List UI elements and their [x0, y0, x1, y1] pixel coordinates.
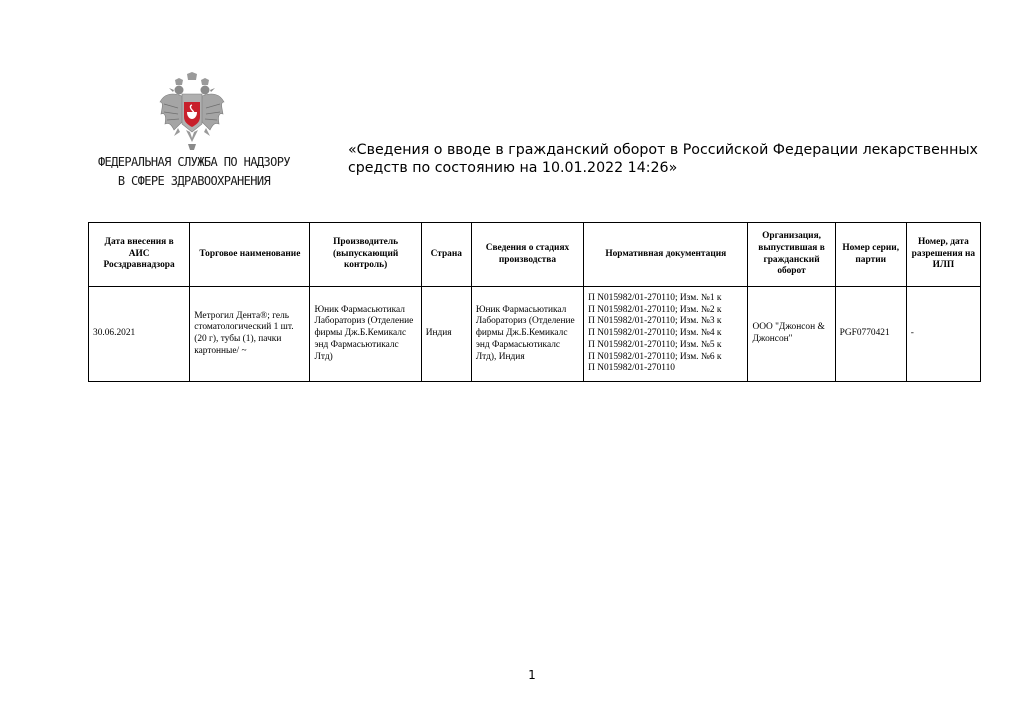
column-header-regulatory-docs: Нормативная документация: [584, 223, 748, 287]
doc-line: П N015982/01-270110; Изм. №3 к: [588, 316, 722, 327]
column-header-trade-name: Торговое наименование: [190, 223, 310, 287]
org-name-line-2: В СФЕРЕ ЗДРАВООХРАНЕНИЯ: [117, 174, 271, 188]
table-row: [89, 287, 981, 382]
table-header-row: [89, 223, 981, 287]
doc-line: П N015982/01-270110; Изм. №5 к: [588, 339, 722, 350]
cell-organization: ООО "Джонсон & Джонсон": [748, 287, 835, 382]
document-title: «Сведения о вводе в гражданский оборот в Российской Федерации лекарственных средств по состоянию на 10.01.2022 14:26»: [348, 142, 978, 176]
doc-line: П N015982/01-270110; Изм. №6 к: [588, 351, 722, 362]
org-name: [84, 153, 304, 191]
column-header-batch: Номер серии, партии: [835, 223, 906, 287]
registry-table: [88, 222, 981, 382]
cell-production-stages: Юник Фармасьютикал Лабораториз (Отделение фирмы Дж.Б.Кемикалс энд Фармасьютикалс Лтд), Индия: [471, 287, 583, 382]
column-header-manufacturer: Производитель (выпускающий контроль): [310, 223, 421, 287]
cell-trade-name: Метрогил Дента®; гель стоматологический 1 шт. (20 г), тубы (1), пачки картонные/ ~: [190, 287, 310, 382]
doc-line: П N015982/01-270110: [588, 363, 675, 374]
column-header-country: Страна: [421, 223, 471, 287]
cell-permit: -: [906, 287, 980, 382]
column-header-date: Дата внесения в АИС Росздравнадзора: [89, 223, 190, 287]
column-header-organization: Организация, выпустившая в гражданский оборот: [748, 223, 835, 287]
double-headed-eagle-emblem-icon: [158, 72, 226, 152]
cell-regulatory-docs: [584, 287, 748, 382]
cell-country: Индия: [421, 287, 471, 382]
column-header-permit: Номер, дата разрешения на ИЛП: [906, 223, 980, 287]
doc-line: П N015982/01-270110; Изм. №4 к: [588, 328, 722, 339]
doc-line: П N015982/01-270110; Изм. №1 к: [588, 293, 722, 304]
cell-date: 30.06.2021: [89, 287, 190, 382]
org-name-line-1: ФЕДЕРАЛЬНАЯ СЛУЖБА ПО НАДЗОРУ: [97, 155, 291, 169]
column-header-production-stages: Сведения о стадиях производства: [471, 223, 583, 287]
doc-line: П N015982/01-270110; Изм. №2 к: [588, 304, 722, 315]
cell-batch: PGF0770421: [835, 287, 906, 382]
cell-manufacturer: Юник Фармасьютикал Лабораториз (Отделение фирмы Дж.Б.Кемикалс энд Фармасьютикалс Лтд): [310, 287, 421, 382]
page-number: 1: [528, 668, 536, 682]
